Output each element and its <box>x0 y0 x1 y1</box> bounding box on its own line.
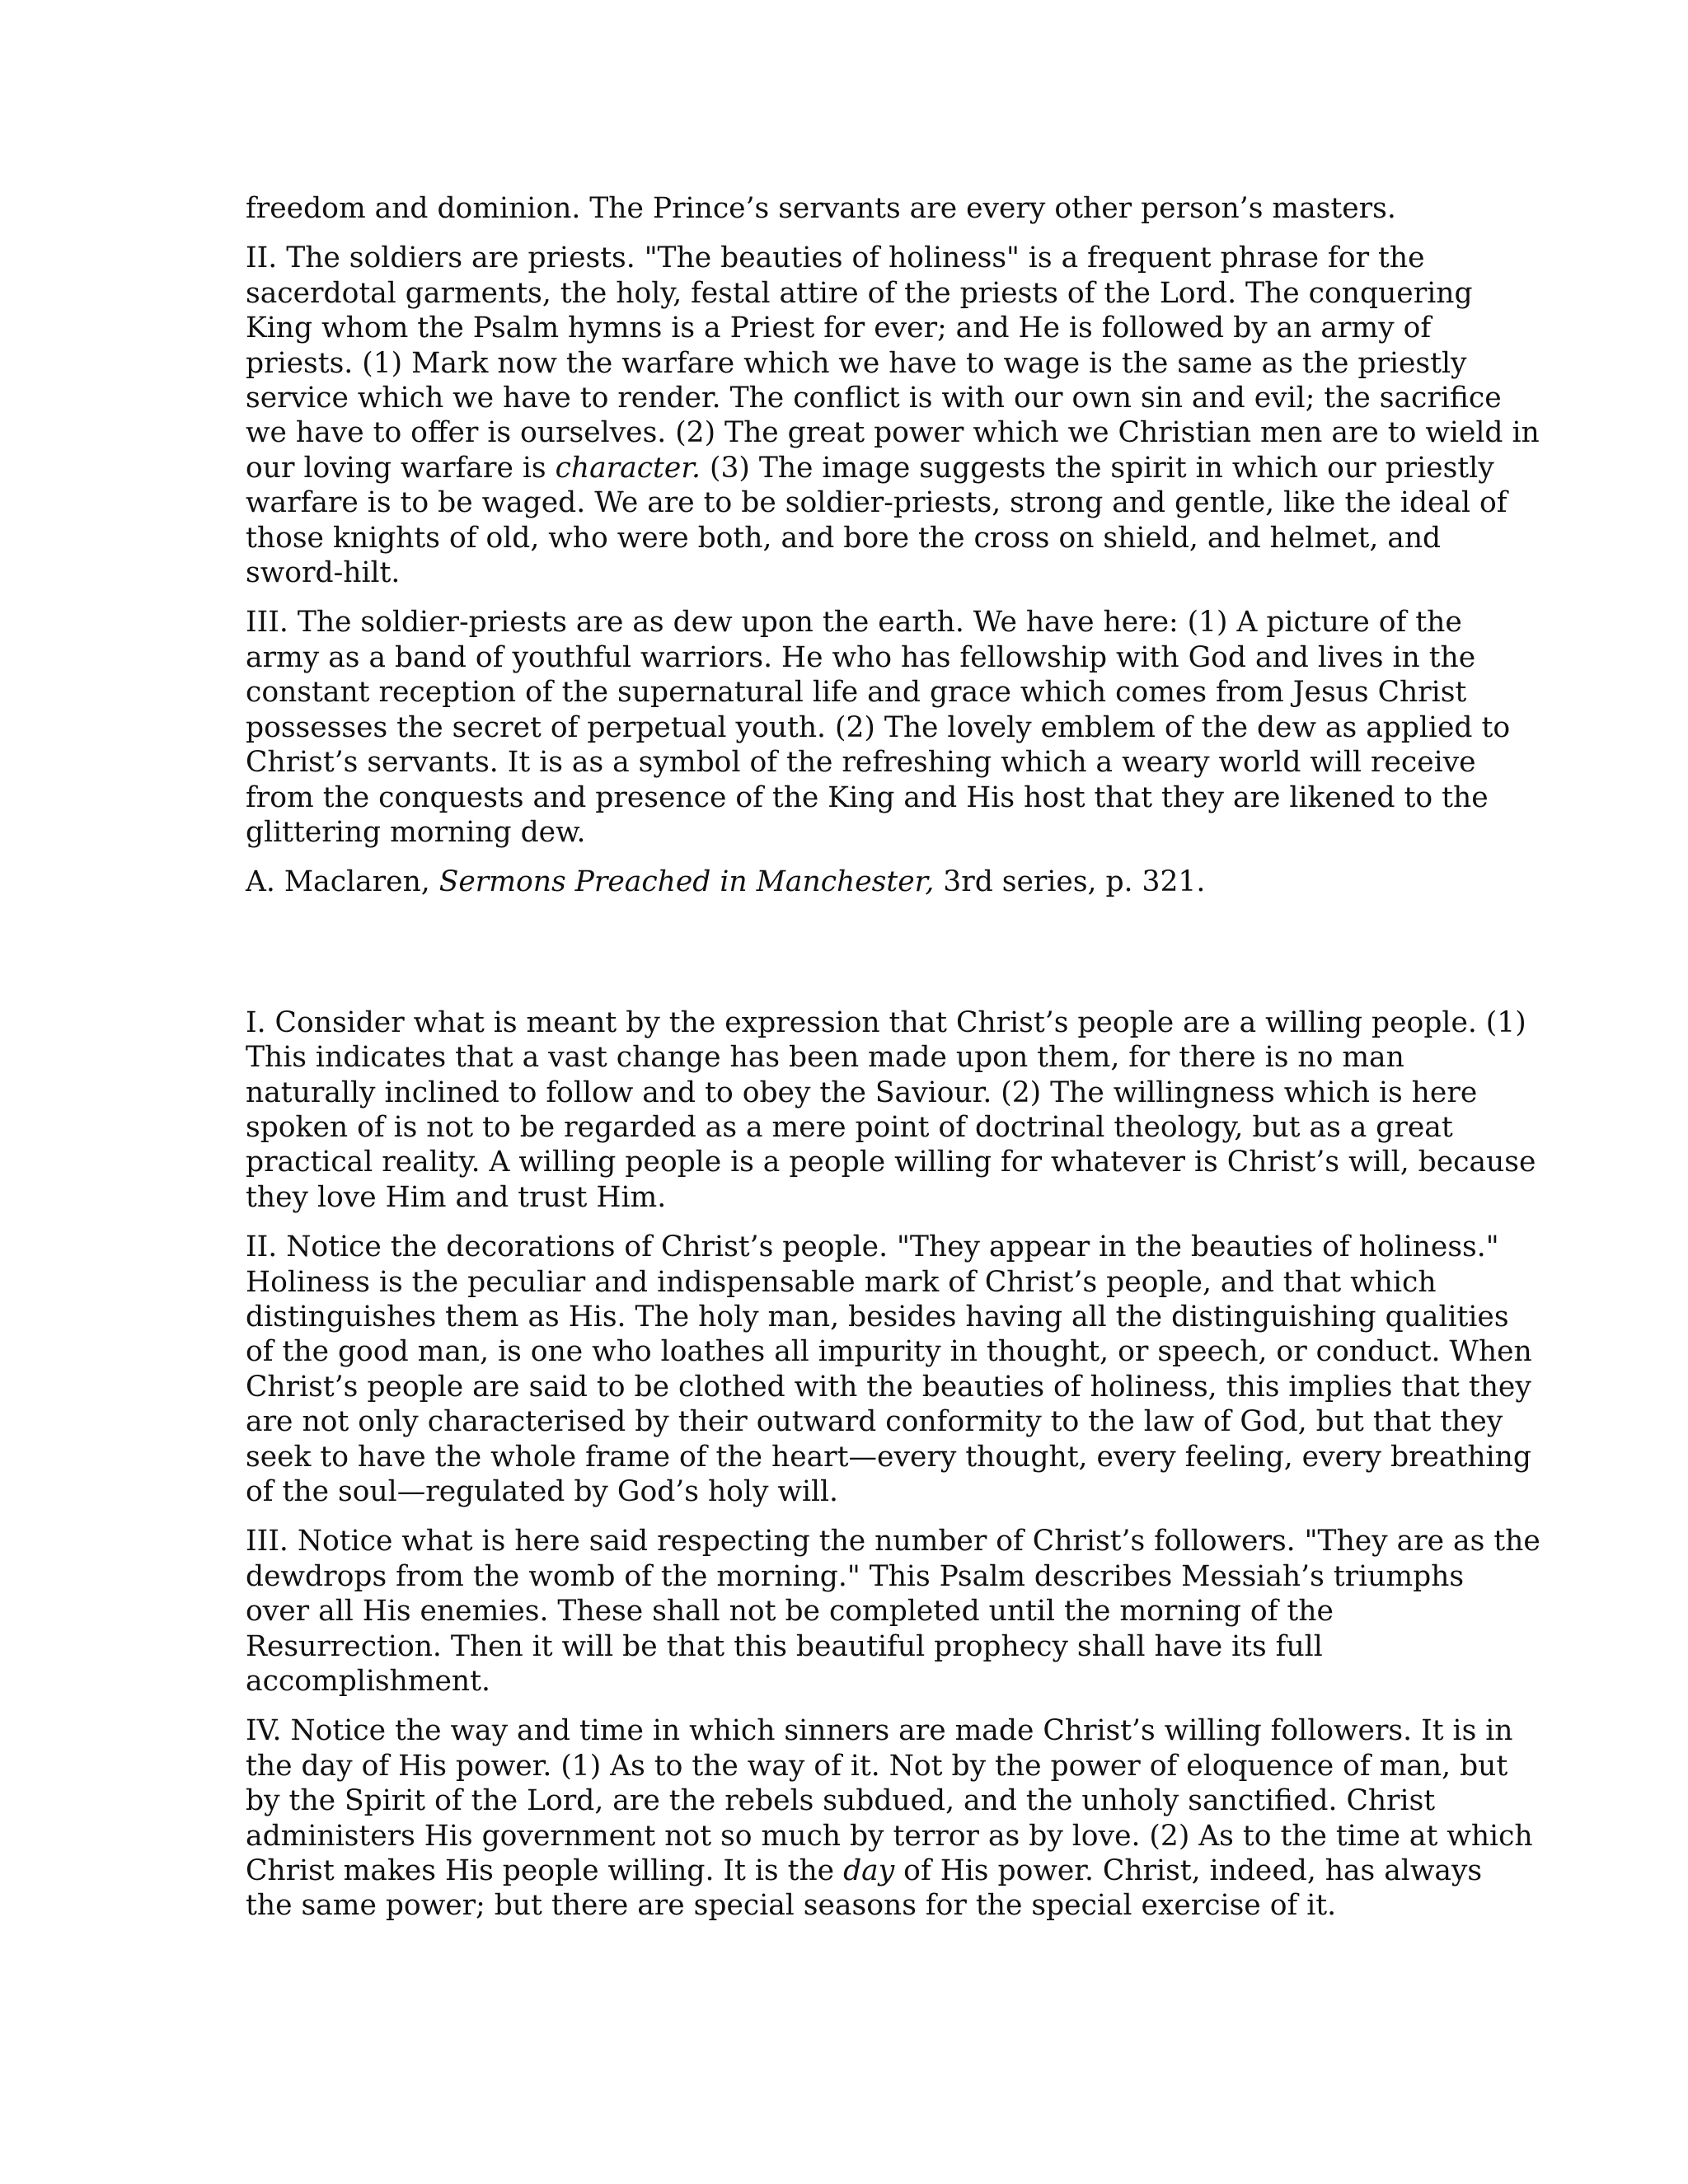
text-line: Christ’s people are said to be clothed with the beauties of holiness, this implies that they <box>246 1370 1531 1404</box>
citation-author: A. Maclaren, <box>246 865 439 899</box>
text-line: sacerdotal garments, the holy, festal attire of the priests of the Lord. The conquering <box>246 276 1473 310</box>
text-line: freedom and dominion. The Prince’s servants are every other person’s masters. <box>246 192 1396 225</box>
paragraph-decorations <box>246 1230 1532 1509</box>
text-run: of His power. Christ, indeed, has always <box>894 1854 1483 1888</box>
text-line <box>246 451 1494 485</box>
text-line: glittering morning dew. <box>246 815 586 849</box>
text-line: army as a band of youthful warriors. He who has fellowship with God and lives in the <box>246 640 1476 674</box>
text-line: Holiness is the peculiar and indispensable mark of Christ’s people, and that which <box>246 1265 1437 1299</box>
citation <box>246 865 1449 899</box>
text-line: constant reception of the supernatural life and grace which comes from Jesus Christ <box>246 676 1467 710</box>
text-line: priests. (1) Mark now the warfare which we have to wage is the same as the priestly <box>246 346 1467 380</box>
document-page <box>246 191 1540 1938</box>
text-line: IV. Notice the way and time in which sinners are made Christ’s willing followers. It is in <box>246 1714 1513 1748</box>
text-line: III. The soldier-priests are as dew upon the earth. We have here: (1) A picture of the <box>246 606 1462 640</box>
text-line: seek to have the whole frame of the heart—every thought, every feeling, every breathing <box>246 1440 1531 1474</box>
text-line: those knights of old, who were both, and bore the cross on shield, and helmet, and <box>246 521 1442 555</box>
paragraph-soldier-priests-dew <box>246 605 1511 850</box>
paragraph-continuation <box>246 191 1449 226</box>
text-line: This indicates that a vast change has been made upon them, for there is no man <box>246 1041 1404 1075</box>
text-line: II. The soldiers are priests. "The beauties of holiness" is a frequent phrase for the <box>246 241 1425 275</box>
text-line: they love Him and trust Him. <box>246 1180 667 1214</box>
text-line: Christ’s servants. It is as a symbol of the refreshing which a weary world will receive <box>246 746 1476 780</box>
text-line: of the good man, is one who loathes all impurity in thought, or speech, or conduct. When <box>246 1335 1532 1369</box>
text-line: naturally inclined to follow and to obey the Saviour. (2) The willingness which is here <box>246 1076 1478 1109</box>
section-gap <box>246 915 1449 1005</box>
text-line: distinguishes them as His. The holy man, besides having all the distinguishing qualities <box>246 1300 1509 1333</box>
text-line: administers His government not so much by terror as by love. (2) As to the time at which <box>246 1819 1533 1853</box>
text-line: accomplishment. <box>246 1665 490 1699</box>
text-line: we have to offer is ourselves. (2) The great power which we Christian men are to wield in <box>246 416 1540 450</box>
text-line: are not only characterised by their outward conformity to the law of God, but that they <box>246 1405 1503 1439</box>
paragraph-willing-people <box>246 1005 1536 1215</box>
text-line <box>246 865 1449 899</box>
italic-emphasis: character. <box>555 451 701 485</box>
text-line: by the Spirit of the Lord, are the rebels subdued, and the unholy sanctified. Christ <box>246 1784 1436 1818</box>
text-line: the day of His power. (1) As to the way of it. Not by the power of eloquence of man, but <box>246 1749 1508 1783</box>
text-line: warfare is to be waged. We are to be soldier-priests, strong and gentle, like the ideal of <box>246 486 1507 520</box>
text-line: dewdrops from the womb of the morning." This Psalm describes Messiah’s triumphs <box>246 1559 1465 1593</box>
text-line: King whom the Psalm hymns is a Priest for ever; and He is followed by an army of <box>246 312 1432 345</box>
italic-emphasis: day <box>843 1854 895 1888</box>
text-line: service which we have to render. The conflict is with our own sin and evil; the sacrifice <box>246 382 1502 415</box>
text-line <box>246 1854 1483 1888</box>
text-line: I. Consider what is meant by the expression that Christ’s people are a willing people. (1) <box>246 1005 1526 1039</box>
text-line: from the conquests and presence of the King and His host that they are likened to the <box>246 780 1489 814</box>
paragraph-soldiers-are-priests <box>246 241 1540 590</box>
text-line: practical reality. A willing people is a people willing for whatever is Christ’s will, because <box>246 1146 1536 1179</box>
text-line: III. Notice what is here said respecting the number of Christ’s followers. "They are as the <box>246 1525 1540 1558</box>
text-line: sword-hilt. <box>246 556 401 590</box>
citation-details: 3rd series, p. 321. <box>934 865 1206 899</box>
text-line: spoken of is not to be regarded as a mere point of doctrinal theology, but as a great <box>246 1110 1453 1144</box>
text-line: Resurrection. Then it will be that this beautiful prophecy shall have its full <box>246 1629 1323 1663</box>
text-run: Christ makes His people willing. It is the <box>246 1854 844 1888</box>
text-line: the same power; but there are special seasons for the special exercise of it. <box>246 1889 1337 1923</box>
text-line: over all His enemies. These shall not be completed until the morning of the <box>246 1595 1334 1629</box>
paragraph-number-of-followers <box>246 1524 1540 1699</box>
text-run: (3) The image suggests the spirit in which our priestly <box>701 451 1494 485</box>
paragraph-way-and-time <box>246 1713 1533 1923</box>
citation-title: Sermons Preached in Manchester, <box>438 865 935 899</box>
text-run: our loving warfare is <box>246 451 556 485</box>
text-line: II. Notice the decorations of Christ’s people. "They appear in the beauties of holiness." <box>246 1230 1499 1264</box>
text-line: of the soul—regulated by God’s holy will. <box>246 1475 839 1508</box>
text-line: possesses the secret of perpetual youth. (2) The lovely emblem of the dew as applied to <box>246 710 1511 744</box>
